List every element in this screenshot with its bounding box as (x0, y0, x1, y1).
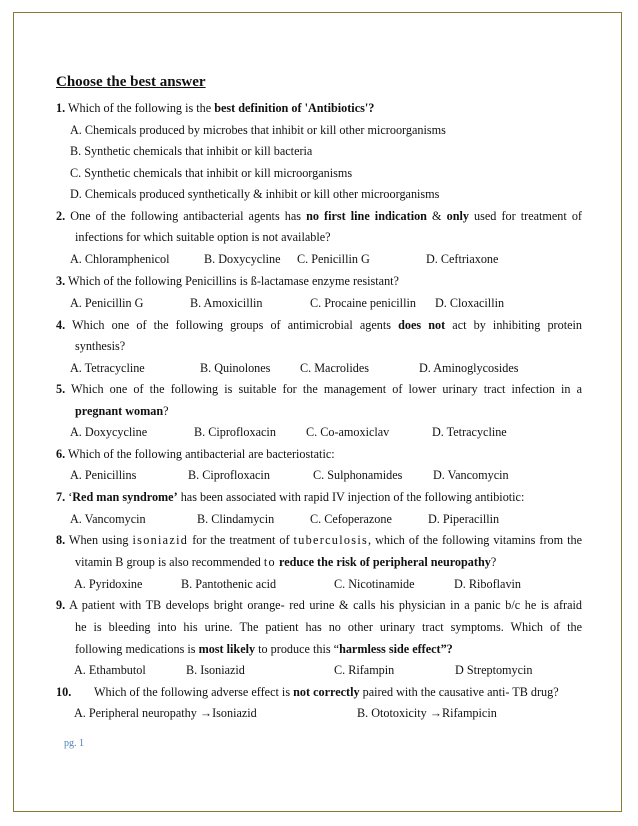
question-8: 8. When using isoniazid for the treatment of tuberculosis, which of the following vitamins from the (56, 533, 582, 547)
question-6: 6. Which of the following antibacterial are bacteriostatic: (56, 447, 335, 461)
question-5: 5. Which one of the following is suitable for the management of lower urinary tract infection in a (56, 382, 582, 396)
q1-option-c: C. Synthetic chemicals that inhibit or kill microorganisms (70, 166, 353, 180)
q2-option-b: B. Doxycycline (204, 252, 281, 266)
q5-option-c: C. Co-amoxiclav (306, 425, 390, 439)
question-9: 9. A patient with TB develops bright orange- red urine & calls his physician in a panic b/c he is afraid (56, 598, 582, 612)
q3-option-c: C. Procaine penicillin (310, 296, 416, 310)
q2-option-c: C. Penicillin G (297, 252, 370, 266)
q5-option-a: A. Doxycycline (70, 425, 148, 439)
q7-option-a: A. Vancomycin (70, 512, 146, 526)
question-2: 2. One of the following antibacterial agents has no first line indication & only used for treatment of (56, 209, 582, 223)
q5-option-b: B. Ciprofloxacin (194, 425, 276, 439)
q9-option-c: C. Rifampin (334, 663, 395, 677)
q4-option-a: A. Tetracycline (70, 361, 145, 375)
q2-option-d: D. Ceftriaxone (426, 252, 499, 266)
question-8-cont: vitamin B group is also recommended to reduce the risk of peripheral neuropathy? (75, 555, 497, 569)
q8-option-b: B. Pantothenic acid (181, 577, 277, 591)
q5-option-d: D. Tetracycline (432, 425, 507, 439)
q7-option-b: B. Clindamycin (197, 512, 275, 526)
q1-option-d: D. Chemicals produced synthetically & inhibit or kill other microorganisms (70, 187, 440, 201)
q9-option-d: D Streptomycin (455, 663, 533, 677)
q8-option-c: C. Nicotinamide (334, 577, 415, 591)
page-title: Choose the best answer (56, 74, 206, 90)
question-7: 7. ‘Red man syndrome’ has been associated with rapid IV injection of the following antibiotic: (56, 490, 525, 504)
question-10-text: Which of the following adverse effect is not correctly paired with the causative anti- TB drug? (94, 685, 559, 699)
question-5-cont: pregnant woman? (75, 404, 169, 418)
q3-option-d: D. Cloxacillin (435, 296, 505, 310)
q10-option-a: A. Peripheral neuropathy →Isoniazid (74, 706, 257, 720)
q1-option-b: B. Synthetic chemicals that inhibit or kill bacteria (70, 144, 313, 158)
q1-option-a: A. Chemicals produced by microbes that inhibit or kill other microorganisms (70, 123, 446, 137)
q10-option-b: B. Ototoxicity →Rifampicin (357, 706, 497, 720)
q8-option-a: A. Pyridoxine (74, 577, 143, 591)
q4-option-b: B. Quinolones (200, 361, 271, 375)
question-2-cont: infections for which suitable option is not available? (75, 230, 331, 244)
q4-option-d: D. Aminoglycosides (419, 361, 519, 375)
q6-option-a: A. Penicillins (70, 468, 137, 482)
q6-option-d: D. Vancomycin (433, 468, 509, 482)
question-4-cont: synthesis? (75, 339, 126, 353)
q7-option-c: C. Cefoperazone (310, 512, 392, 526)
q7-option-d: D. Piperacillin (428, 512, 500, 526)
question-9-cont2: following medications is most likely to produce this “harmless side effect”? (75, 642, 453, 656)
q6-option-b: B. Ciprofloxacin (188, 468, 270, 482)
q2-option-a: A. Chloramphenicol (70, 252, 170, 266)
page-number: pg. 1 (64, 738, 84, 749)
q8-option-d: D. Riboflavin (454, 577, 522, 591)
q3-option-b: B. Amoxicillin (190, 296, 263, 310)
q9-option-a: A. Ethambutol (74, 663, 146, 677)
question-10: 10. (56, 685, 72, 699)
question-1: 1. Which of the following is the best definition of 'Antibiotics'? (56, 101, 375, 115)
question-3: 3. Which of the following Penicillins is ß-lactamase enzyme resistant? (56, 274, 399, 288)
q3-option-a: A. Penicillin G (70, 296, 144, 310)
question-4: 4. Which one of the following groups of antimicrobial agents does not act by inhibiting protein (56, 318, 582, 332)
q9-option-b: B. Isoniazid (186, 663, 245, 677)
q6-option-c: C. Sulphonamides (313, 468, 403, 482)
q4-option-c: C. Macrolides (300, 361, 370, 375)
question-9-cont: he is bleeding into his urine. The patient has no other urinary tract symptoms. Which of the (75, 620, 582, 634)
